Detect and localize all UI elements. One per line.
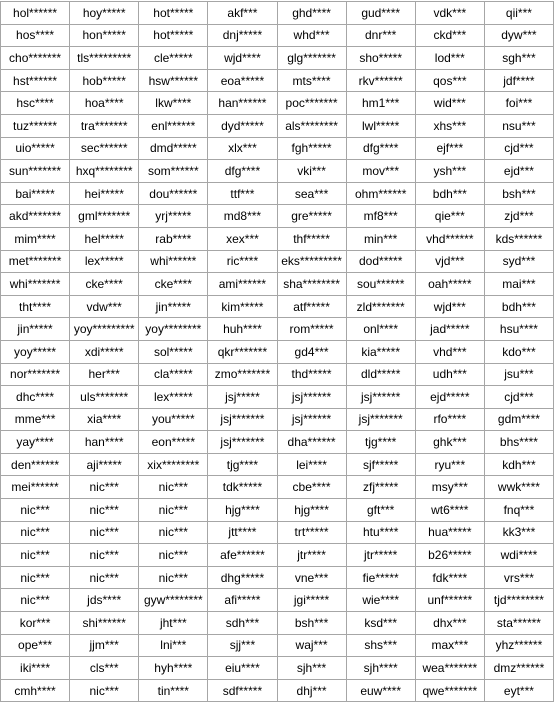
table-cell: hel***** xyxy=(70,227,139,250)
table-row xyxy=(1,453,554,476)
table-row xyxy=(1,679,554,702)
table-cell: som****** xyxy=(139,160,208,183)
table-cell: foi*** xyxy=(484,92,553,115)
table-cell: kim***** xyxy=(208,295,277,318)
table-cell: kdo*** xyxy=(484,340,553,363)
table-cell: jds**** xyxy=(70,589,139,612)
table-row xyxy=(1,318,554,341)
table-cell: jsj****** xyxy=(277,386,346,409)
table-cell: hos**** xyxy=(1,24,70,47)
table-cell: mai*** xyxy=(484,273,553,296)
table-cell: vdk*** xyxy=(415,2,484,25)
table-cell: han**** xyxy=(70,431,139,454)
table-cell: fdk**** xyxy=(415,566,484,589)
table-cell: sea*** xyxy=(277,182,346,205)
table-cell: ksd*** xyxy=(346,612,415,635)
table-cell: xdi***** xyxy=(70,340,139,363)
table-cell: ckd*** xyxy=(415,24,484,47)
table-cell: eoa***** xyxy=(208,69,277,92)
table-cell: nic*** xyxy=(1,521,70,544)
table-cell: wid*** xyxy=(415,92,484,115)
table-cell: lkw**** xyxy=(139,92,208,115)
table-cell: dha****** xyxy=(277,431,346,454)
table-row xyxy=(1,92,554,115)
table-cell: nic*** xyxy=(139,566,208,589)
table-cell: jin***** xyxy=(139,295,208,318)
table-cell: ysh*** xyxy=(415,160,484,183)
table-cell: als******** xyxy=(277,114,346,137)
table-cell: cbe**** xyxy=(277,476,346,499)
table-cell: nic*** xyxy=(70,476,139,499)
table-cell: her*** xyxy=(70,363,139,386)
table-row xyxy=(1,69,554,92)
table-cell: uio***** xyxy=(1,137,70,160)
table-cell: cle***** xyxy=(139,47,208,70)
table-cell: ejf*** xyxy=(415,137,484,160)
table-cell: ami****** xyxy=(208,273,277,296)
table-cell: hyh**** xyxy=(139,657,208,680)
table-cell: enl****** xyxy=(139,114,208,137)
table-cell: qkr******* xyxy=(208,340,277,363)
table-cell: kdh*** xyxy=(484,453,553,476)
table-cell: yay**** xyxy=(1,431,70,454)
table-row xyxy=(1,250,554,273)
table-cell: syd*** xyxy=(484,250,553,273)
table-cell: htu**** xyxy=(346,521,415,544)
table-cell: ghd**** xyxy=(277,2,346,25)
table-cell: tjg**** xyxy=(346,431,415,454)
table-cell: sjh*** xyxy=(277,657,346,680)
table-cell: hei***** xyxy=(70,182,139,205)
table-cell: dhc**** xyxy=(1,386,70,409)
table-cell: mei****** xyxy=(1,476,70,499)
table-cell: den****** xyxy=(1,453,70,476)
table-cell: dnj***** xyxy=(208,24,277,47)
table-row xyxy=(1,634,554,657)
table-cell: cjd*** xyxy=(484,386,553,409)
table-cell: xia**** xyxy=(70,408,139,431)
table-cell: nsu*** xyxy=(484,114,553,137)
table-cell: akd******* xyxy=(1,205,70,228)
table-cell: eyt*** xyxy=(484,679,553,702)
table-cell: wt6**** xyxy=(415,499,484,522)
table-cell: dhj*** xyxy=(277,679,346,702)
table-cell: dyd***** xyxy=(208,114,277,137)
table-cell: wwk**** xyxy=(484,476,553,499)
table-cell: dmz****** xyxy=(484,657,553,680)
table-row xyxy=(1,114,554,137)
table-cell: dmd***** xyxy=(139,137,208,160)
table-cell: qie*** xyxy=(415,205,484,228)
table-cell: vrs*** xyxy=(484,566,553,589)
table-cell: wea******* xyxy=(415,657,484,680)
table-cell: gre***** xyxy=(277,205,346,228)
table-cell: met******* xyxy=(1,250,70,273)
table-cell: qwe******* xyxy=(415,679,484,702)
table-cell: jdf**** xyxy=(484,69,553,92)
table-cell: whd*** xyxy=(277,24,346,47)
table-cell: vhd*** xyxy=(415,340,484,363)
table-cell: yoy***** xyxy=(1,340,70,363)
table-cell: eiu**** xyxy=(208,657,277,680)
table-cell: nic*** xyxy=(1,544,70,567)
table-cell: bhs**** xyxy=(484,431,553,454)
table-cell: hob***** xyxy=(70,69,139,92)
table-cell: rfo**** xyxy=(415,408,484,431)
table-cell: eks********* xyxy=(277,250,346,273)
table-cell: gft*** xyxy=(346,499,415,522)
table-cell: sdf***** xyxy=(208,679,277,702)
table-cell: jsj******* xyxy=(346,408,415,431)
table-cell: max*** xyxy=(415,634,484,657)
table-cell: wie**** xyxy=(346,589,415,612)
table-cell: lex***** xyxy=(70,250,139,273)
table-cell: eon***** xyxy=(139,431,208,454)
table-cell: whi******* xyxy=(1,273,70,296)
table-cell: jtt**** xyxy=(208,521,277,544)
table-cell: vjd*** xyxy=(415,250,484,273)
table-cell: vne*** xyxy=(277,566,346,589)
table-cell: xlx*** xyxy=(208,137,277,160)
table-cell: sol***** xyxy=(139,340,208,363)
table-cell: ejd***** xyxy=(415,386,484,409)
table-cell: ttf*** xyxy=(208,182,277,205)
table-cell: dld***** xyxy=(346,363,415,386)
table-cell: qos*** xyxy=(415,69,484,92)
table-cell: iki**** xyxy=(1,657,70,680)
table-cell: nic*** xyxy=(139,544,208,567)
table-cell: trt***** xyxy=(277,521,346,544)
table-cell: yhz****** xyxy=(484,634,553,657)
table-row xyxy=(1,160,554,183)
table-cell: glg******* xyxy=(277,47,346,70)
table-body xyxy=(1,2,554,702)
table-row xyxy=(1,386,554,409)
table-cell: unf****** xyxy=(415,589,484,612)
table-cell: gdm**** xyxy=(484,408,553,431)
table-cell: jjm*** xyxy=(70,634,139,657)
table-cell: cmh**** xyxy=(1,679,70,702)
table-cell: nic*** xyxy=(1,499,70,522)
table-cell: lwl***** xyxy=(346,114,415,137)
table-cell: huh**** xyxy=(208,318,277,341)
table-cell: xix******** xyxy=(139,453,208,476)
table-cell: thf***** xyxy=(277,227,346,250)
username-grid-container xyxy=(0,1,554,702)
table-row xyxy=(1,47,554,70)
table-cell: cjd*** xyxy=(484,137,553,160)
table-cell: rom***** xyxy=(277,318,346,341)
table-row xyxy=(1,408,554,431)
table-cell: euw**** xyxy=(346,679,415,702)
table-row xyxy=(1,205,554,228)
table-cell: cls*** xyxy=(70,657,139,680)
table-cell: qii*** xyxy=(484,2,553,25)
table-cell: jsj******* xyxy=(208,431,277,454)
table-row xyxy=(1,24,554,47)
table-cell: nic*** xyxy=(139,476,208,499)
table-cell: jht*** xyxy=(139,612,208,635)
table-row xyxy=(1,566,554,589)
table-cell: ryu*** xyxy=(415,453,484,476)
table-cell: xex*** xyxy=(208,227,277,250)
table-cell: jgi***** xyxy=(277,589,346,612)
table-row xyxy=(1,182,554,205)
table-cell: mim**** xyxy=(1,227,70,250)
table-row xyxy=(1,499,554,522)
table-cell: cke**** xyxy=(70,273,139,296)
table-cell: nic*** xyxy=(70,566,139,589)
table-cell: bsh*** xyxy=(484,182,553,205)
table-cell: cho******* xyxy=(1,47,70,70)
table-cell: fnq*** xyxy=(484,499,553,522)
table-cell: jsu*** xyxy=(484,363,553,386)
table-cell: min*** xyxy=(346,227,415,250)
table-cell: atf***** xyxy=(277,295,346,318)
table-cell: nic*** xyxy=(70,521,139,544)
table-cell: hot***** xyxy=(139,24,208,47)
table-cell: nic*** xyxy=(70,499,139,522)
table-cell: vdw*** xyxy=(70,295,139,318)
table-cell: jad***** xyxy=(415,318,484,341)
table-row xyxy=(1,363,554,386)
table-cell: wjd**** xyxy=(208,47,277,70)
table-cell: ric**** xyxy=(208,250,277,273)
table-cell: hjg**** xyxy=(208,499,277,522)
table-cell: kk3*** xyxy=(484,521,553,544)
table-cell: lni*** xyxy=(139,634,208,657)
table-cell: hoa**** xyxy=(70,92,139,115)
table-row xyxy=(1,273,554,296)
table-row xyxy=(1,227,554,250)
table-cell: dnr*** xyxy=(346,24,415,47)
table-cell: wjd*** xyxy=(415,295,484,318)
table-row xyxy=(1,295,554,318)
table-cell: shs*** xyxy=(346,634,415,657)
table-row xyxy=(1,476,554,499)
table-cell: cke**** xyxy=(139,273,208,296)
table-cell: shi****** xyxy=(70,612,139,635)
table-cell: jsj******* xyxy=(208,408,277,431)
table-cell: fie***** xyxy=(346,566,415,589)
table-cell: fgh***** xyxy=(277,137,346,160)
table-cell: hol****** xyxy=(1,2,70,25)
table-cell: rkv****** xyxy=(346,69,415,92)
table-cell: waj*** xyxy=(277,634,346,657)
table-cell: msy*** xyxy=(415,476,484,499)
table-cell: vki*** xyxy=(277,160,346,183)
table-cell: thd***** xyxy=(277,363,346,386)
table-cell: dou****** xyxy=(139,182,208,205)
table-row xyxy=(1,657,554,680)
table-cell: tls********* xyxy=(70,47,139,70)
table-cell: yoy******** xyxy=(139,318,208,341)
table-cell: sou****** xyxy=(346,273,415,296)
table-cell: nic*** xyxy=(139,521,208,544)
table-cell: rab**** xyxy=(139,227,208,250)
table-cell: sjf***** xyxy=(346,453,415,476)
table-cell: bsh*** xyxy=(277,612,346,635)
table-cell: kor*** xyxy=(1,612,70,635)
table-cell: tjg**** xyxy=(208,453,277,476)
table-cell: bdh*** xyxy=(415,182,484,205)
table-cell: akf*** xyxy=(208,2,277,25)
table-cell: gyw******** xyxy=(139,589,208,612)
table-cell: onl**** xyxy=(346,318,415,341)
table-cell: dhx*** xyxy=(415,612,484,635)
table-cell: udh*** xyxy=(415,363,484,386)
table-cell: xhs*** xyxy=(415,114,484,137)
table-row xyxy=(1,2,554,25)
table-cell: ohm****** xyxy=(346,182,415,205)
table-cell: yrj***** xyxy=(139,205,208,228)
table-cell: dfg**** xyxy=(346,137,415,160)
table-cell: jsj***** xyxy=(208,386,277,409)
table-cell: mf8*** xyxy=(346,205,415,228)
table-cell: hxq******** xyxy=(70,160,139,183)
table-cell: tin**** xyxy=(139,679,208,702)
table-cell: hsc**** xyxy=(1,92,70,115)
table-cell: nic*** xyxy=(139,499,208,522)
table-row xyxy=(1,340,554,363)
table-cell: gml******* xyxy=(70,205,139,228)
table-cell: sha******** xyxy=(277,273,346,296)
table-row xyxy=(1,612,554,635)
table-cell: jsj****** xyxy=(277,408,346,431)
table-cell: mov*** xyxy=(346,160,415,183)
table-cell: zjd*** xyxy=(484,205,553,228)
table-cell: oah***** xyxy=(415,273,484,296)
table-cell: ghk*** xyxy=(415,431,484,454)
table-row xyxy=(1,431,554,454)
table-cell: hsu**** xyxy=(484,318,553,341)
table-cell: jsj****** xyxy=(346,386,415,409)
table-row xyxy=(1,137,554,160)
table-cell: zld******* xyxy=(346,295,415,318)
table-cell: sec****** xyxy=(70,137,139,160)
table-cell: bdh*** xyxy=(484,295,553,318)
table-cell: nic*** xyxy=(1,589,70,612)
table-cell: tjd******** xyxy=(484,589,553,612)
table-cell: hon***** xyxy=(70,24,139,47)
table-cell: whi****** xyxy=(139,250,208,273)
table-cell: jin***** xyxy=(1,318,70,341)
table-cell: jtr***** xyxy=(346,544,415,567)
table-cell: aji***** xyxy=(70,453,139,476)
table-cell: sjj*** xyxy=(208,634,277,657)
table-cell: hjg**** xyxy=(277,499,346,522)
table-cell: lex***** xyxy=(139,386,208,409)
table-cell: hst****** xyxy=(1,69,70,92)
table-cell: nor******* xyxy=(1,363,70,386)
table-cell: nic*** xyxy=(70,544,139,567)
table-cell: gud**** xyxy=(346,2,415,25)
table-cell: zfj***** xyxy=(346,476,415,499)
table-cell: tuz****** xyxy=(1,114,70,137)
table-cell: tdk***** xyxy=(208,476,277,499)
table-row xyxy=(1,544,554,567)
table-row xyxy=(1,521,554,544)
table-cell: dhg***** xyxy=(208,566,277,589)
table-cell: you***** xyxy=(139,408,208,431)
table-cell: yoy********* xyxy=(70,318,139,341)
table-cell: cla***** xyxy=(139,363,208,386)
table-cell: sjh**** xyxy=(346,657,415,680)
table-cell: vhd****** xyxy=(415,227,484,250)
table-cell: dyw*** xyxy=(484,24,553,47)
table-cell: lod*** xyxy=(415,47,484,70)
table-cell: bai***** xyxy=(1,182,70,205)
table-cell: hsw****** xyxy=(139,69,208,92)
table-cell: jtr**** xyxy=(277,544,346,567)
table-cell: zmo******* xyxy=(208,363,277,386)
table-cell: tht**** xyxy=(1,295,70,318)
table-cell: b26***** xyxy=(415,544,484,567)
table-cell: hot***** xyxy=(139,2,208,25)
table-cell: kia***** xyxy=(346,340,415,363)
table-cell: sdh*** xyxy=(208,612,277,635)
table-cell: nic*** xyxy=(1,566,70,589)
table-cell: poc******* xyxy=(277,92,346,115)
table-cell: dfg**** xyxy=(208,160,277,183)
table-cell: afi***** xyxy=(208,589,277,612)
table-cell: lei**** xyxy=(277,453,346,476)
table-cell: wdi**** xyxy=(484,544,553,567)
table-cell: ope*** xyxy=(1,634,70,657)
table-cell: sta****** xyxy=(484,612,553,635)
table-cell: mme*** xyxy=(1,408,70,431)
table-cell: hua***** xyxy=(415,521,484,544)
table-cell: gd4*** xyxy=(277,340,346,363)
table-cell: ejd*** xyxy=(484,160,553,183)
table-row xyxy=(1,589,554,612)
table-cell: nic*** xyxy=(70,679,139,702)
table-cell: hm1*** xyxy=(346,92,415,115)
table-cell: sho***** xyxy=(346,47,415,70)
table-cell: tra******* xyxy=(70,114,139,137)
username-table xyxy=(0,1,554,702)
table-cell: hoy***** xyxy=(70,2,139,25)
table-cell: mts**** xyxy=(277,69,346,92)
table-cell: dod***** xyxy=(346,250,415,273)
table-cell: md8*** xyxy=(208,205,277,228)
table-cell: han****** xyxy=(208,92,277,115)
table-cell: sun******* xyxy=(1,160,70,183)
table-cell: afe****** xyxy=(208,544,277,567)
table-cell: sgh*** xyxy=(484,47,553,70)
table-cell: kds****** xyxy=(484,227,553,250)
table-cell: uls******* xyxy=(70,386,139,409)
